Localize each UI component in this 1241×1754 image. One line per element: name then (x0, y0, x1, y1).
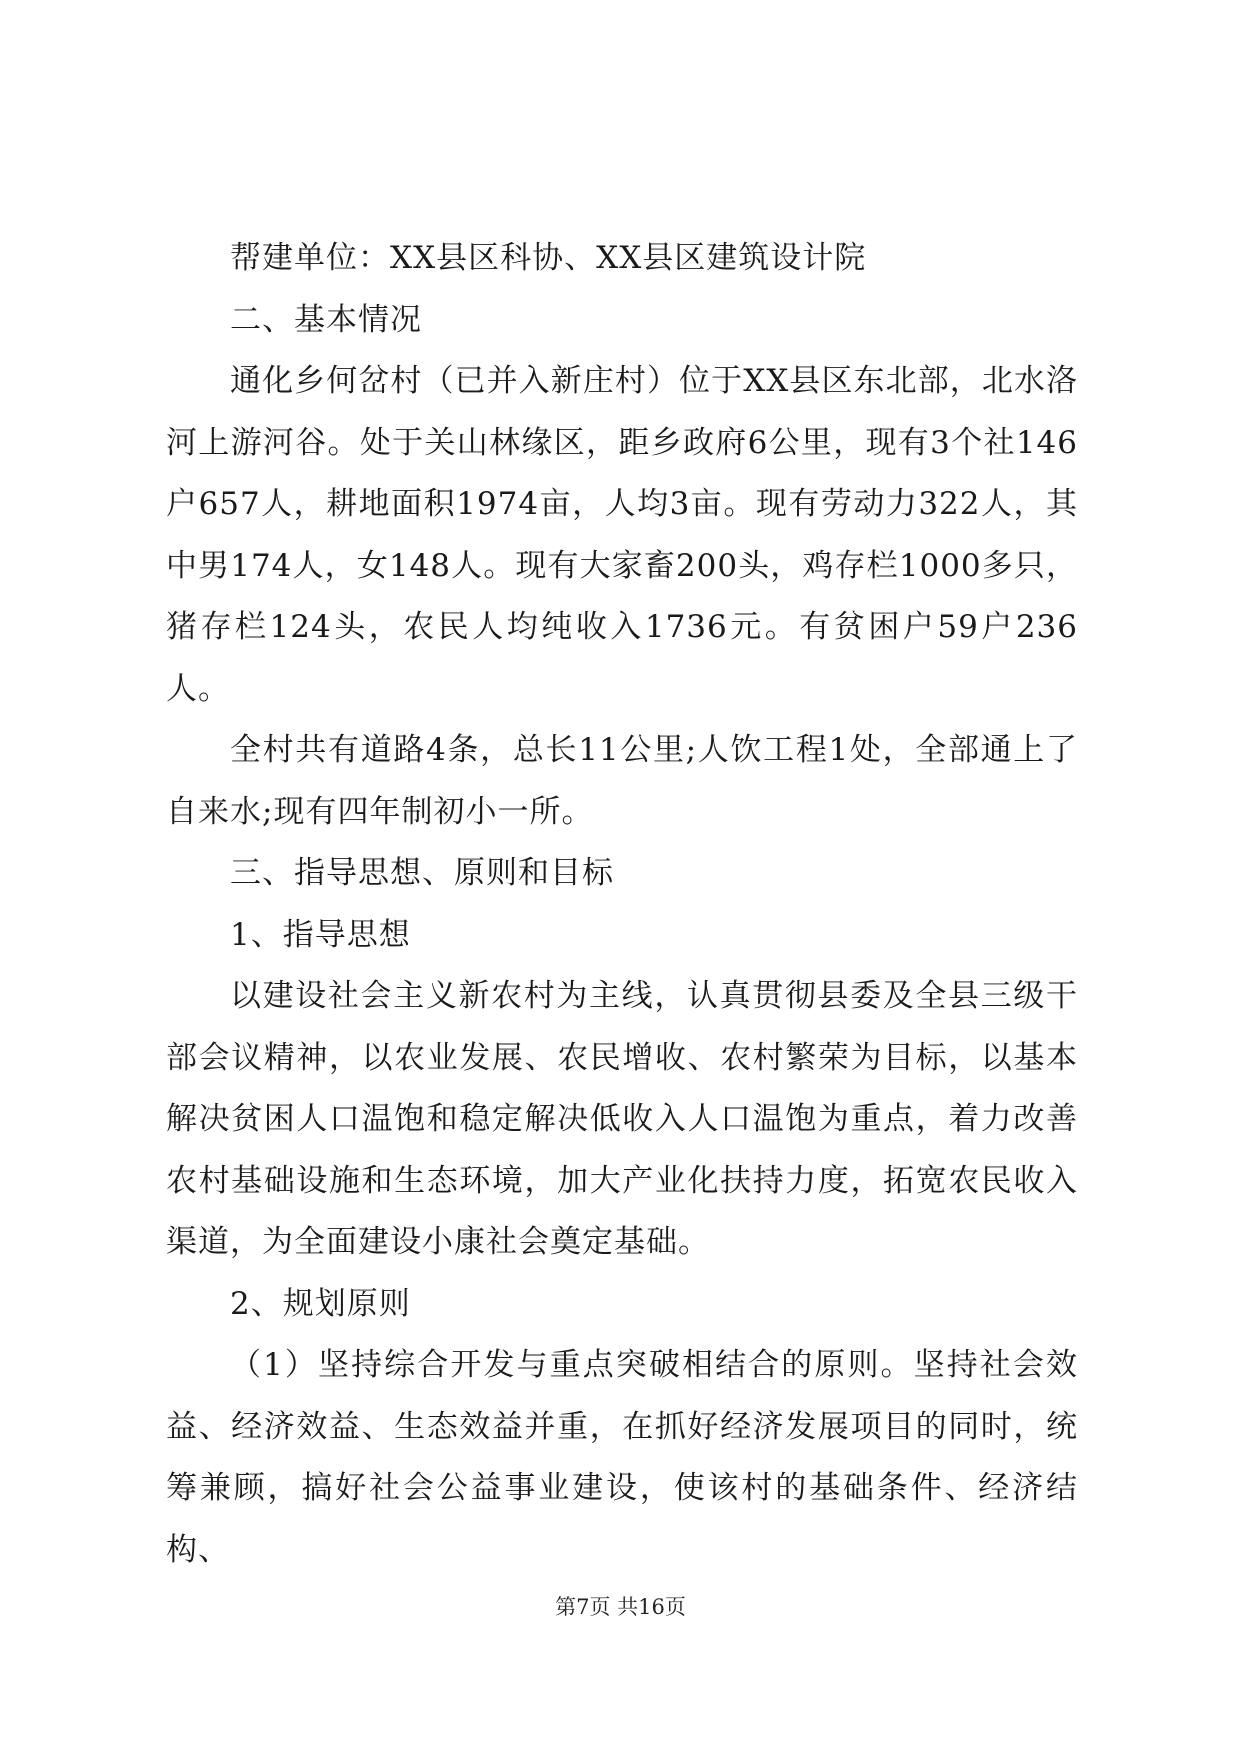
heading-guiding-principles-goals: 三、指导思想、原则和目标 (230, 855, 614, 891)
paragraph-principle-1: （1）坚持综合开发与重点突破相结合的原则。坚持社会效益、经济效益、生态效益并重，在抓好经济发展项目的同时，统筹兼顾，搞好社会公益事业建设，使该村的基础条件、经济结构、 (166, 1347, 1078, 1568)
page-number-footer: 第7页 共16页 (555, 1595, 686, 1619)
paragraph-infrastructure: 全村共有道路4条，总长11公里;人饮工程1处，全部通上了自来水;现有四年制初小一所。 (166, 732, 1078, 830)
subheading-planning-principles: 2、规划原则 (230, 1285, 411, 1322)
document-body (166, 228, 1078, 1581)
paragraph-sponsor-units: 帮建单位：XX县区科协、XX县区建筑设计院 (230, 240, 867, 276)
subheading-guiding-ideology: 1、指导思想 (230, 916, 411, 953)
paragraph-guiding-ideology: 以建设社会主义新农村为主线，认真贯彻县委及全县三级干部会议精神，以农业发展、农民增收、农村繁荣为目标，以基本解决贫困人口温饱和稳定解决低收入人口温饱为重点，着力改善农村基础设施和生态环境，加大产业化扶持力度，拓宽农民收入渠道，为全面建设小康社会奠定基础。 (166, 978, 1078, 1260)
heading-basic-situation: 二、基本情况 (230, 301, 422, 338)
paragraph-village-overview: 通化乡何岔村（已并入新庄村）位于XX县区东北部，北水洛河上游河谷。处于关山林缘区，距乡政府6公里，现有3个社146户657人，耕地面积1974亩，人均3亩。现有劳动力322人，其中男174人，女148人。现有大家畜200头，鸡存栏1000多只，猪存栏124头，农民人均纯收入1736元。有贫困户59户236人。 (166, 363, 1078, 707)
